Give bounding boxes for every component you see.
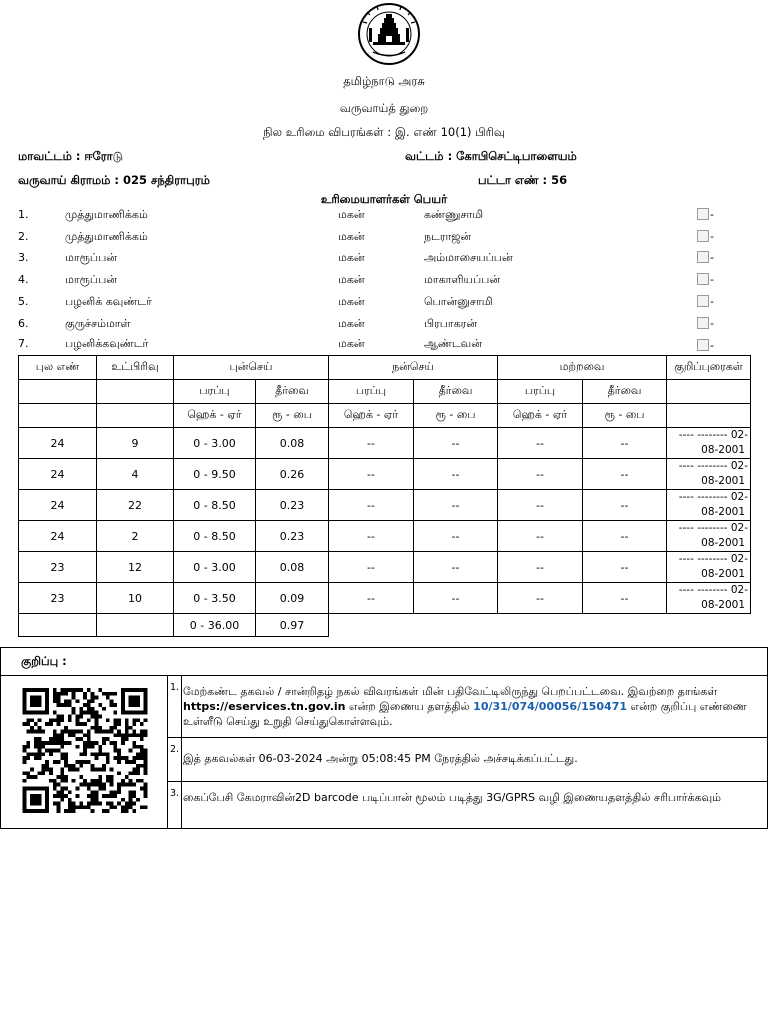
cell-punjai-area: 0 - 3.00 (174, 428, 256, 459)
cell-other-area: -- (498, 428, 583, 459)
eservices-url: https://eservices.tn.gov.in (183, 700, 346, 713)
cell-other-assessment: -- (583, 428, 667, 459)
cell-subdivision: 9 (97, 428, 174, 459)
cell-nanjai-area: -- (329, 583, 414, 614)
owner-relation: மகன் (338, 251, 365, 264)
cell-subdivision: 12 (97, 552, 174, 583)
cell-survey: 24 (19, 428, 97, 459)
header-area: பரப்பு (329, 380, 414, 404)
cell-remarks: ---- -------- 02- 08-2001 (667, 428, 751, 459)
owner-father-name: கண்ணுசாமி (424, 208, 484, 221)
owner-father-name: பிரபாகரன் (424, 317, 478, 330)
cell-nanjai-assessment: -- (414, 552, 498, 583)
note-number: 1. (168, 676, 182, 737)
owner-row (0, 317, 768, 339)
owner-relation: மகன் (338, 230, 365, 243)
cell-remarks: ---- -------- 02- 08-2001 (667, 583, 751, 614)
cell-punjai-area: 0 - 3.00 (174, 552, 256, 583)
cell-survey: 23 (19, 552, 97, 583)
cell-punjai-assessment: 0.08 (256, 552, 329, 583)
header-other: மற்றவை (498, 356, 667, 380)
owner-relation: மகன் (338, 208, 365, 221)
header-assessment: தீர்வை (256, 380, 329, 404)
table-row (19, 459, 751, 490)
cell-survey: 23 (19, 583, 97, 614)
cell-other-assessment: -- (583, 552, 667, 583)
government-name: தமிழ்நாடு அரசு (343, 74, 425, 88)
owner-relation: மகன் (338, 317, 365, 330)
header-assessment: தீர்வை (414, 380, 498, 404)
cell-other-assessment: -- (583, 521, 667, 552)
land-details-table (18, 355, 751, 637)
unit-assessment: ரூ - பை (256, 404, 329, 428)
cell-survey: 24 (19, 459, 97, 490)
owner-relation: மகன் (338, 273, 365, 286)
owner-name: குருச்சம்மாள் (65, 317, 131, 330)
table-unit-row (19, 404, 751, 428)
total-punjai-area: 0 - 36.00 (174, 614, 256, 637)
cell-nanjai-area: -- (329, 428, 414, 459)
taluk-label: வட்டம் : கோபிசெட்டிபாளையம் (405, 149, 577, 163)
document-title: நில உரிமை விபரங்கள் : இ. எண் 10(1) பிரிவு (263, 125, 505, 139)
cell-nanjai-area: -- (329, 552, 414, 583)
header-remarks: குறிப்புரைகள் (667, 356, 751, 380)
cell-nanjai-area: -- (329, 459, 414, 490)
cell-punjai-area: 0 - 8.50 (174, 521, 256, 552)
broken-image-icon: - (697, 295, 717, 309)
cell-punjai-area: 0 - 3.50 (174, 583, 256, 614)
header-subdivision: உட்பிரிவு (97, 356, 174, 380)
cell-punjai-area: 0 - 8.50 (174, 490, 256, 521)
cell-nanjai-assessment: -- (414, 428, 498, 459)
owner-row (0, 251, 768, 273)
header-nanjai: நன்செய் (329, 356, 498, 380)
cell-remarks: ---- -------- 02- 08-2001 (667, 552, 751, 583)
cell-other-area: -- (498, 552, 583, 583)
table-row (19, 428, 751, 459)
patta-number: பட்டா எண் : 56 (478, 173, 568, 187)
cell-remarks: ---- -------- 02- 08-2001 (667, 490, 751, 521)
cell-survey: 24 (19, 490, 97, 521)
owner-father-name: நடராஜன் (424, 230, 472, 243)
cell-remarks: ---- -------- 02- 08-2001 (667, 521, 751, 552)
cell-nanjai-area: -- (329, 490, 414, 521)
cell-punjai-assessment: 0.23 (256, 490, 329, 521)
owner-row (0, 295, 768, 317)
reference-number-link[interactable]: 10/31/074/00056/150471 (473, 700, 628, 713)
cell-nanjai-assessment: -- (414, 490, 498, 521)
cell-subdivision: 2 (97, 521, 174, 552)
notes-section (0, 647, 768, 829)
broken-image-icon: - (697, 230, 717, 244)
broken-image-icon: - (697, 273, 717, 287)
cell-other-area: -- (498, 490, 583, 521)
header-survey-number: புல எண் (19, 356, 97, 380)
owner-number: 3. (18, 251, 29, 264)
cell-punjai-assessment: 0.23 (256, 521, 329, 552)
owner-number: 4. (18, 273, 29, 286)
note-text: இத் தகவல்கள் 06-03-2024 அன்று 05:08:45 PM நேரத்தில் அச்சடிக்கப்பட்டது. (183, 752, 578, 765)
notes-title: குறிப்பு : (1, 648, 767, 676)
cell-other-assessment: -- (583, 490, 667, 521)
unit-area: ஹெக் - ஏர் (174, 404, 256, 428)
department-name: வருவாய்த் துறை (339, 101, 429, 115)
table-row (19, 583, 751, 614)
owner-father-name: பொன்னுசாமி (424, 295, 493, 308)
header-area: பரப்பு (498, 380, 583, 404)
tamil-nadu-emblem (357, 2, 421, 66)
owner-number: 5. (18, 295, 29, 308)
note-item (168, 676, 768, 738)
unit-assessment: ரூ - பை (583, 404, 667, 428)
cell-subdivision: 4 (97, 459, 174, 490)
owner-relation: மகன் (338, 295, 365, 308)
note-text: கைப்பேசி கேமராவின்2D barcode படிப்பான் மூலம் படித்து 3G/GPRS வழி இணையதளத்தில் சரிபார்க்கவும் (183, 791, 721, 804)
owner-name: பழனிக்கவுண்டர் (65, 337, 149, 350)
owner-father-name: மாகாளியப்பன் (424, 273, 501, 286)
cell-punjai-assessment: 0.26 (256, 459, 329, 490)
note-number: 2. (168, 738, 182, 781)
total-punjai-assessment: 0.97 (256, 614, 329, 637)
note-item (168, 738, 768, 782)
cell-nanjai-assessment: -- (414, 521, 498, 552)
cell-punjai-assessment: 0.09 (256, 583, 329, 614)
village-label: வருவாய் கிராமம் : 025 சந்திராபுரம் (18, 173, 210, 187)
cell-subdivision: 10 (97, 583, 174, 614)
unit-area: ஹெக் - ஏர் (329, 404, 414, 428)
table-header-row (19, 356, 751, 380)
owner-name: முத்துமாணிக்கம் (65, 208, 148, 221)
unit-area: ஹெக் - ஏர் (498, 404, 583, 428)
header-assessment: தீர்வை (583, 380, 667, 404)
cell-other-area: -- (498, 583, 583, 614)
owner-name: பழனிக் கவுண்டர் (65, 295, 152, 308)
note-number: 3. (168, 782, 182, 828)
broken-image-icon: - (697, 317, 717, 331)
cell-punjai-assessment: 0.08 (256, 428, 329, 459)
owner-number: 6. (18, 317, 29, 330)
owner-relation: மகன் (338, 337, 365, 350)
owner-name: முத்துமாணிக்கம் (65, 230, 148, 243)
owner-number: 2. (18, 230, 29, 243)
note-text: மேற்கண்ட தகவல் / சான்றிதழ் நகல் விவரங்கள் மின் பதிவேட்டிலிருந்து பெறப்பட்டவை. இவற்றை தாங்கள் https://eservices.tn.gov.in என்ற இணைய தளத்தில் 10/31/074/00056/150471 என்ற குறிப்பு எண்ணை உள்ளீடு செய்து உறுதி செய்துகொள்ளவும். (183, 685, 747, 728)
table-row (19, 521, 751, 552)
header-punjai: புன்செய் (174, 356, 329, 380)
qr-cell (1, 676, 168, 828)
owner-row (0, 208, 768, 230)
cell-survey: 24 (19, 521, 97, 552)
owner-name: மாரூப்பன் (65, 251, 117, 264)
owner-name: மாரூப்பன் (65, 273, 117, 286)
table-row (19, 490, 751, 521)
cell-remarks: ---- -------- 02- 08-2001 (667, 459, 751, 490)
broken-image-icon: - (697, 208, 717, 222)
owner-father-name: அம்மாசையப்பன் (424, 251, 513, 264)
cell-subdivision: 22 (97, 490, 174, 521)
cell-nanjai-assessment: -- (414, 459, 498, 490)
broken-image-icon: - (697, 339, 717, 353)
cell-other-assessment: -- (583, 459, 667, 490)
owner-number: 7. (18, 337, 29, 350)
table-total-row (19, 614, 751, 637)
header-area: பரப்பு (174, 380, 256, 404)
owners-heading: உரிமையாளர்கள் பெயர் (320, 192, 448, 206)
cell-nanjai-assessment: -- (414, 583, 498, 614)
broken-image-icon: - (697, 251, 717, 265)
district-label: மாவட்டம் : ஈரோடு (18, 149, 123, 163)
table-row (19, 552, 751, 583)
table-subheader-row (19, 380, 751, 404)
note-item (168, 782, 768, 828)
unit-assessment: ரூ - பை (414, 404, 498, 428)
cell-other-area: -- (498, 521, 583, 552)
cell-punjai-area: 0 - 9.50 (174, 459, 256, 490)
cell-other-assessment: -- (583, 583, 667, 614)
qr-code (20, 688, 150, 813)
owner-father-name: ஆண்டவன் (424, 337, 482, 350)
cell-other-area: -- (498, 459, 583, 490)
owner-row (0, 273, 768, 295)
cell-nanjai-area: -- (329, 521, 414, 552)
owner-row (0, 230, 768, 252)
owner-number: 1. (18, 208, 29, 221)
